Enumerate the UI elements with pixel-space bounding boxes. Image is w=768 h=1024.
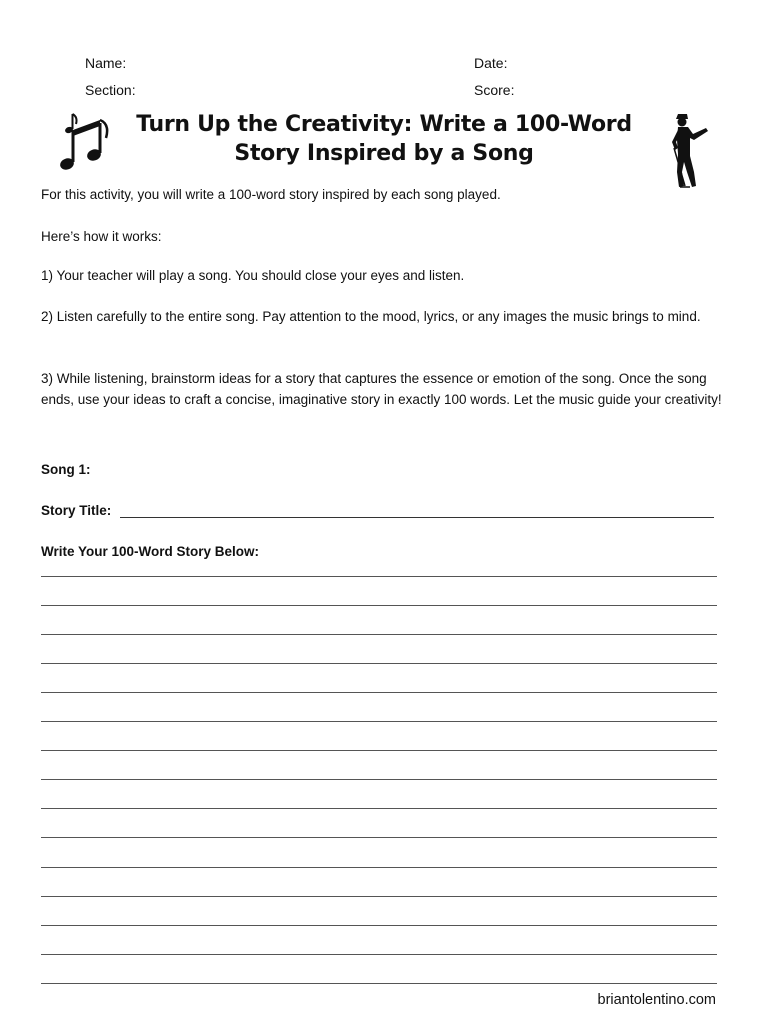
writing-line[interactable] <box>41 896 717 897</box>
how-it-works-heading: Here’s how it works: <box>41 229 162 244</box>
writing-line[interactable] <box>41 925 717 926</box>
title-line-1: Turn Up the Creativity: Write a 100-Word <box>136 112 632 137</box>
story-title-label: Story Title: <box>41 503 112 518</box>
intro-paragraph: For this activity, you will write a 100-word story inspired by each song played. <box>41 187 501 202</box>
worksheet-title <box>120 110 648 168</box>
score-label: Score: <box>474 82 515 98</box>
song-label: Song 1: <box>41 462 91 477</box>
writing-line[interactable] <box>41 721 717 722</box>
writing-line[interactable] <box>41 692 717 693</box>
step-3: 3) While listening, brainstorm ideas for a story that captures the essence or emotion of the song. Once the song ends, use your ideas to craft a concise, imaginative story in exactly 100 words. Let the music guide your creativity! <box>41 371 722 407</box>
story-title-field[interactable] <box>120 517 714 518</box>
writing-line[interactable] <box>41 808 717 809</box>
writing-line[interactable] <box>41 779 717 780</box>
write-story-label: Write Your 100-Word Story Below: <box>41 544 260 559</box>
step-2: 2) Listen carefully to the entire song. Pay attention to the mood, lyrics, or any images the music brings to mind. <box>41 309 701 324</box>
writing-line[interactable] <box>41 837 717 838</box>
writing-line[interactable] <box>41 983 717 984</box>
singer-with-microphone-icon <box>666 110 714 190</box>
name-label: Name: <box>85 55 127 71</box>
title-line-2: Story Inspired by a Song <box>234 141 534 166</box>
step-1: 1) Your teacher will play a song. You should close your eyes and listen. <box>41 268 465 283</box>
writing-line[interactable] <box>41 663 717 664</box>
writing-line[interactable] <box>41 634 717 635</box>
writing-line[interactable] <box>41 605 717 606</box>
writing-line[interactable] <box>41 750 717 751</box>
date-label: Date: <box>474 55 508 71</box>
footer-website: briantolentino.com <box>597 992 716 1008</box>
writing-line[interactable] <box>41 867 717 868</box>
music-notes-icon <box>56 108 114 174</box>
writing-line[interactable] <box>41 576 717 577</box>
writing-line[interactable] <box>41 954 717 955</box>
section-label: Section: <box>85 82 136 98</box>
